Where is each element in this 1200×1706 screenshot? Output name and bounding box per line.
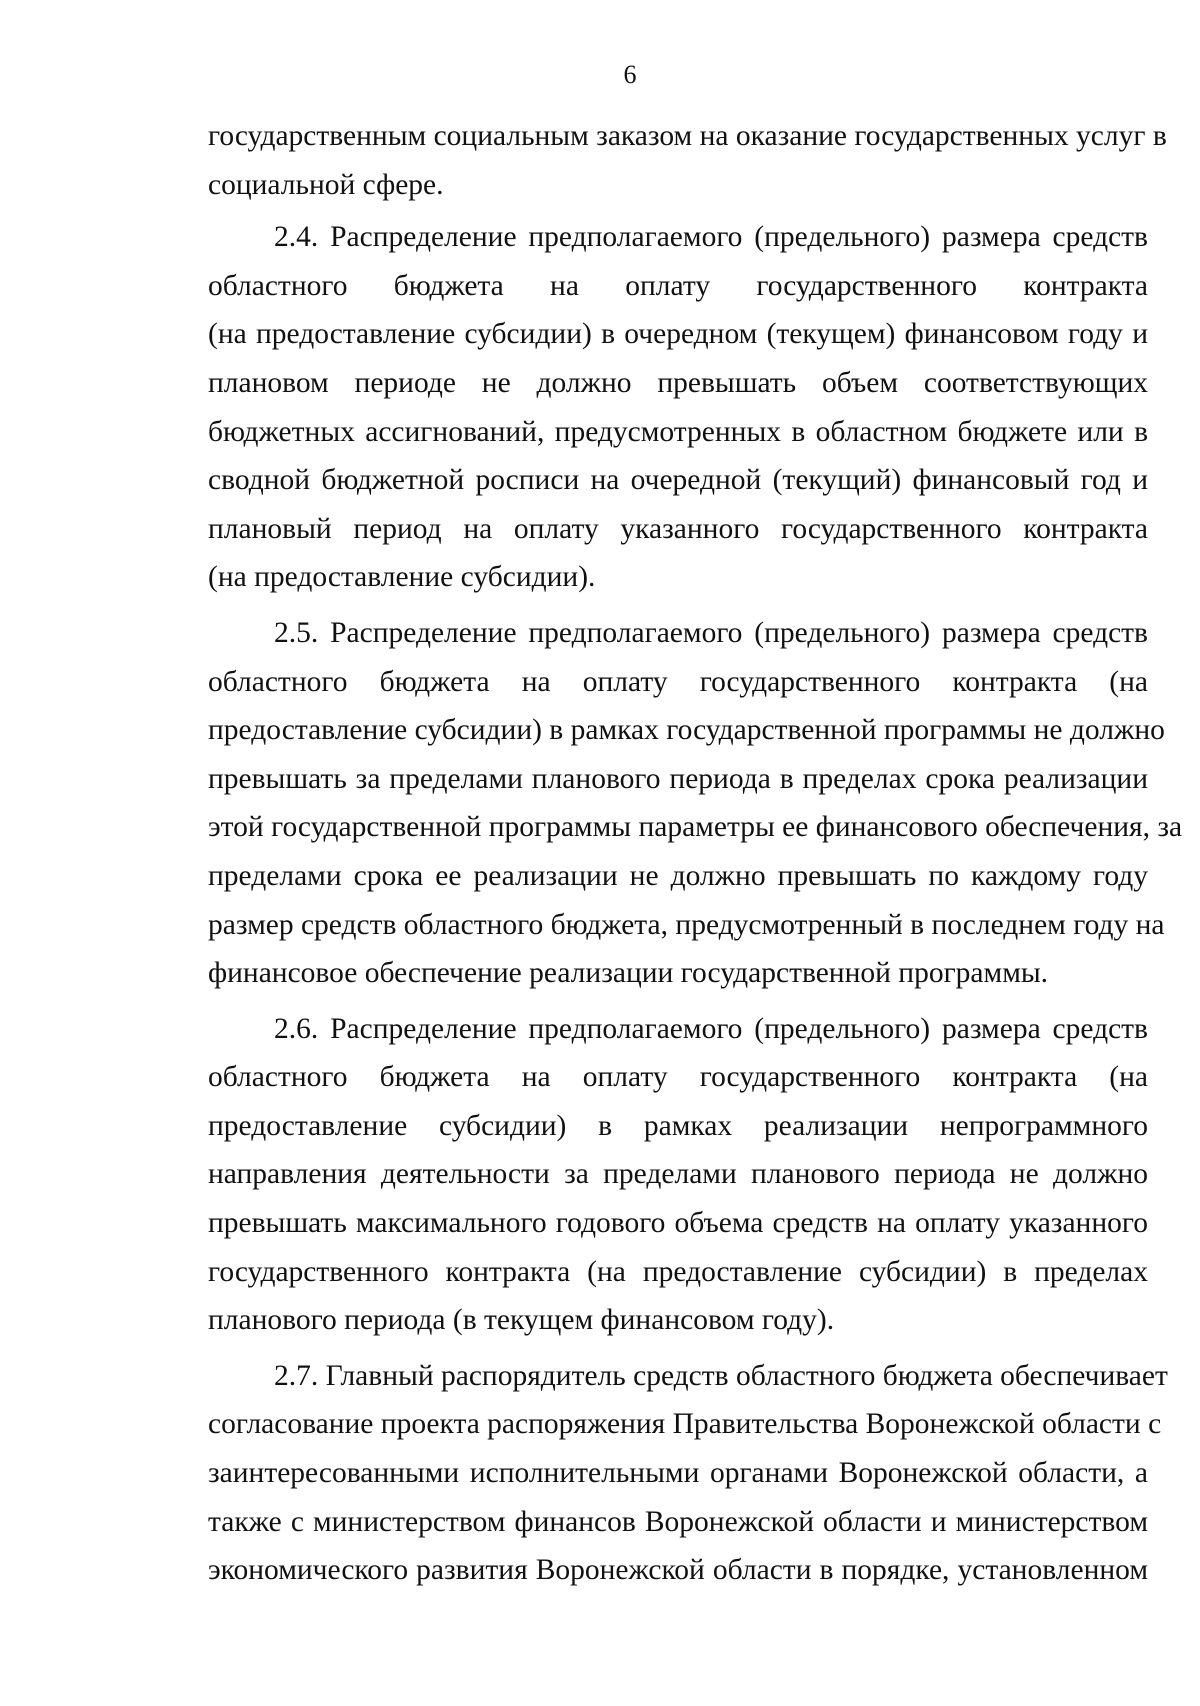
text-line: бюджетных ассигнований, предусмотренных в областном бюджете или в <box>208 415 1148 448</box>
paragraph-2-6 <box>208 1005 1148 1345</box>
text-line: сводной бюджетной росписи на очередной (текущий) финансовый год и <box>208 464 1148 497</box>
text-line: 2.7. Главный распорядитель средств областного бюджета обеспечивает <box>274 1359 1168 1392</box>
text-line: государственного контракта (на предоставление субсидии) в пределах <box>208 1255 1148 1288</box>
text-line: экономического развития Воронежской области в порядке, установленном <box>208 1554 1148 1587</box>
text-line: областного бюджета на оплату государственного контракта (на <box>208 1061 1148 1094</box>
text-line: 2.5. Распределение предполагаемого (предельного) размера средств <box>274 616 1148 649</box>
text-line: (на предоставление субсидии). <box>208 561 596 594</box>
text-line: размер средств областного бюджета, предусмотренный в последнем году на <box>208 908 1165 941</box>
text-line: социальной сфере. <box>208 168 444 201</box>
text-line: 2.6. Распределение предполагаемого (предельного) размера средств <box>274 1012 1148 1045</box>
text-line: превышать за пределами планового периода в пределах срока реализации <box>208 762 1148 795</box>
text-line: областного бюджета на оплату государственного контракта (на <box>208 665 1148 698</box>
text-line: финансовое обеспечение реализации государственной программы. <box>208 957 1049 990</box>
text-line: планового периода (в текущем финансовом году). <box>208 1304 835 1337</box>
text-line: предоставление субсидии) в рамках государственной программы не должно <box>208 714 1165 747</box>
page-number: 6 <box>623 60 637 89</box>
text-line: превышать максимального годового объема средств на оплату указанного <box>208 1207 1148 1240</box>
text-line: 2.4. Распределение предполагаемого (предельного) размера средств <box>274 221 1148 254</box>
text-line: плановый период на оплату указанного государственного контракта <box>208 512 1148 545</box>
text-line: государственным социальным заказом на оказание государственных услуг в <box>208 120 1167 152</box>
text-line: областного бюджета на оплату государственного контракта <box>208 269 1148 302</box>
text-line: плановом периоде не должно превышать объем соответствующих <box>208 366 1148 399</box>
text-line: предоставление субсидии) в рамках реализации непрограммного <box>208 1109 1148 1142</box>
text-line: пределами срока ее реализации не должно превышать по каждому году <box>208 859 1148 892</box>
document-body <box>208 112 1183 1595</box>
text-line: направления деятельности за пределами планового периода не должно <box>208 1158 1148 1191</box>
text-line: (на предоставление субсидии) в очередном (текущем) финансовом году и <box>208 318 1148 351</box>
paragraph-2-4 <box>208 213 1148 602</box>
paragraph-continuation <box>208 112 1167 209</box>
text-line: также с министерством финансов Воронежской области и министерством <box>208 1505 1148 1538</box>
text-line: этой государственной программы параметры ее финансового обеспечения, за <box>208 811 1183 844</box>
text-line: заинтересованными исполнительными органами Воронежской области, а <box>208 1457 1148 1490</box>
text-line: согласование проекта распоряжения Правительства Воронежской области с <box>208 1408 1162 1441</box>
paragraph-2-7 <box>208 1352 1168 1595</box>
paragraph-2-5 <box>208 609 1183 998</box>
